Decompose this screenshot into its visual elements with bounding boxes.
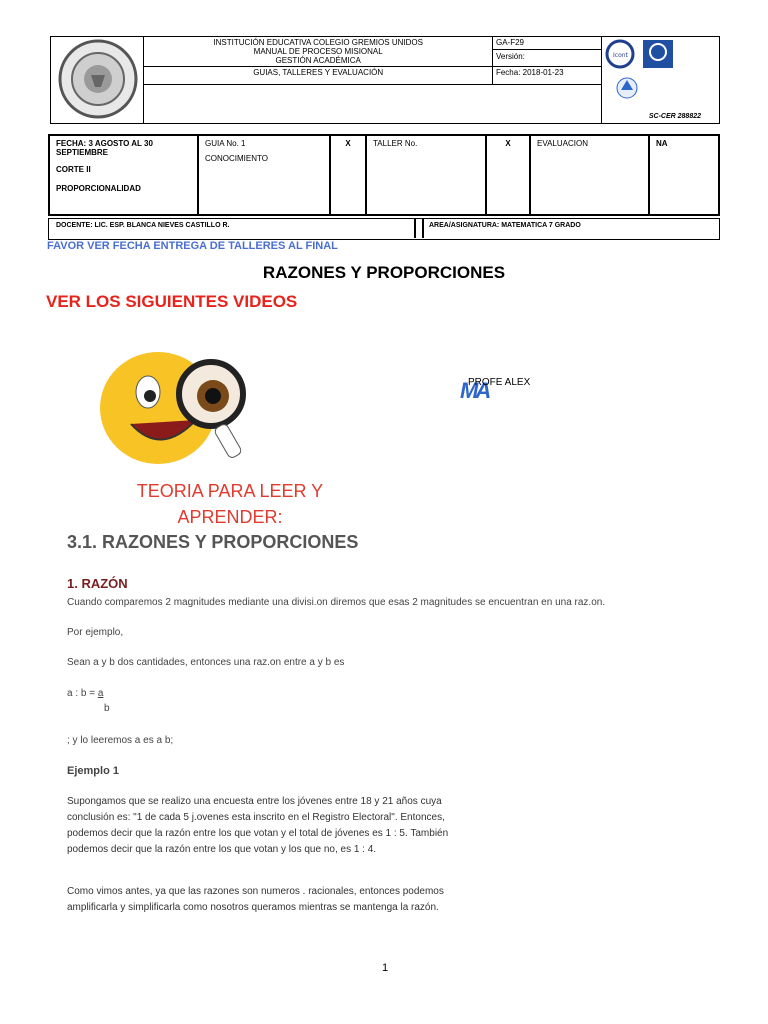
cert-code: SC-CER 288822 xyxy=(648,113,701,120)
formula-denominator: b xyxy=(104,703,110,714)
institution-name: INSTITUCIÓN EDUCATIVA COLEGIO GREMIOS UNIDOS xyxy=(213,38,423,47)
guia-label: GUIA No. 1 xyxy=(205,139,246,148)
x2-cell xyxy=(486,135,530,215)
teoria-heading: TEORIA PARA LEER Y APRENDER: xyxy=(136,481,324,527)
formula-left: a : b = xyxy=(67,688,98,699)
x1-mark: X xyxy=(345,139,351,148)
manual-name: MANUAL DE PROCESO MISIONAL xyxy=(253,47,383,56)
guias-cell xyxy=(144,67,493,85)
empty-cell-2 xyxy=(492,85,601,124)
razon-heading: 1. RAZÓN xyxy=(67,576,128,591)
formula-numerator: a xyxy=(97,688,104,699)
page-title: RAZONES Y PROPORCIONES xyxy=(262,263,506,282)
header-table xyxy=(50,36,720,124)
ma-logo: MA xyxy=(460,378,489,403)
row-divider xyxy=(414,218,424,238)
formula xyxy=(67,688,103,699)
cert-logos-cell xyxy=(602,37,720,124)
corte-info: CORTE II xyxy=(56,165,91,174)
guide-info-table xyxy=(48,134,720,216)
emoji-magnifier-icon xyxy=(96,352,256,472)
guia-cell xyxy=(198,135,330,215)
docente-row xyxy=(48,218,720,240)
ejemplo-paragraph: Supongamos que se realizo una encuesta entre los jóvenes entre 18 y 21 años cuya conclusión es: "1 de cada 5 j.ovenes esta inscrito en el Registro Electoral". Entonces, podemos decir que la razón entre los que votan y el total de jóvenes es 1 : 5. También podemos decir que la razón entre los que votan y los que no, es 1 : 4. xyxy=(67,796,449,855)
x1-cell xyxy=(330,135,366,215)
school-seal-icon xyxy=(51,37,143,121)
lectura-text: ; y lo leeremos a es a b; xyxy=(67,735,174,746)
code-cell xyxy=(492,37,601,67)
por-ejemplo-text: Por ejemplo, xyxy=(67,627,124,638)
na-cell xyxy=(649,135,719,215)
ejemplo-heading: Ejemplo 1 xyxy=(67,765,119,777)
docente-label: DOCENTE: LIC. ESP. BLANCA NIEVES CASTILLO R. xyxy=(56,222,230,229)
evaluacion-cell xyxy=(530,135,649,215)
institution-cell xyxy=(144,37,493,67)
school-logo-cell xyxy=(51,37,144,124)
certification-logos-icon xyxy=(605,38,715,108)
x2-mark: X xyxy=(505,139,511,148)
page-number: 1 xyxy=(382,962,389,974)
guias-label: GUIAS, TALLERES Y EVALUACIÓN xyxy=(253,68,384,77)
doc-fecha: Fecha: 2018-01-23 xyxy=(495,68,564,77)
doc-code: GA-F29 xyxy=(495,38,524,47)
doc-version: Versión: xyxy=(493,49,601,61)
fecha-info-cell xyxy=(49,135,198,215)
favor-note: FAVOR VER FECHA ENTREGA DE TALLERES AL FINAL xyxy=(47,240,338,252)
area-label: AREA/ASIGNATURA: MATEMATICA 7 GRADO xyxy=(429,222,581,229)
fecha-cell xyxy=(492,67,601,85)
videos-heading: VER LOS SIGUIENTES VIDEOS xyxy=(46,292,298,311)
profe-label: PROFE ALEX xyxy=(468,377,531,388)
tema-info: PROPORCIONALIDAD xyxy=(56,184,141,193)
intro-text: Cuando comparemos 2 magnitudes mediante una divisi.on diremos que esas 2 magnitudes se encuentran en una raz.on. xyxy=(67,597,606,608)
gestion-name: GESTIÓN ACADÉMICA xyxy=(275,56,361,65)
section-heading: 3.1. RAZONES Y PROPORCIONES xyxy=(67,532,359,552)
conocimiento-label: CONOCIMIENTO xyxy=(205,154,268,163)
svg-text:Icont: Icont xyxy=(613,52,629,59)
fecha-info: FECHA: 3 AGOSTO AL 30 SEPTIEMBRE xyxy=(56,139,153,157)
taller-cell xyxy=(366,135,486,215)
na-label: NA xyxy=(656,139,668,148)
evaluacion-label: EVALUACION xyxy=(537,139,588,148)
amplificar-paragraph: Como vimos antes, ya que las razones son numeros . racionales, entonces podemos amplificarla y simplificarla como nosotros queramos mientras se mantenga la razón. xyxy=(67,886,444,913)
sean-text: Sean a y b dos cantidades, entonces una raz.on entre a y b es xyxy=(67,657,345,668)
empty-cell xyxy=(144,85,493,124)
taller-label: TALLER No. xyxy=(373,139,418,148)
